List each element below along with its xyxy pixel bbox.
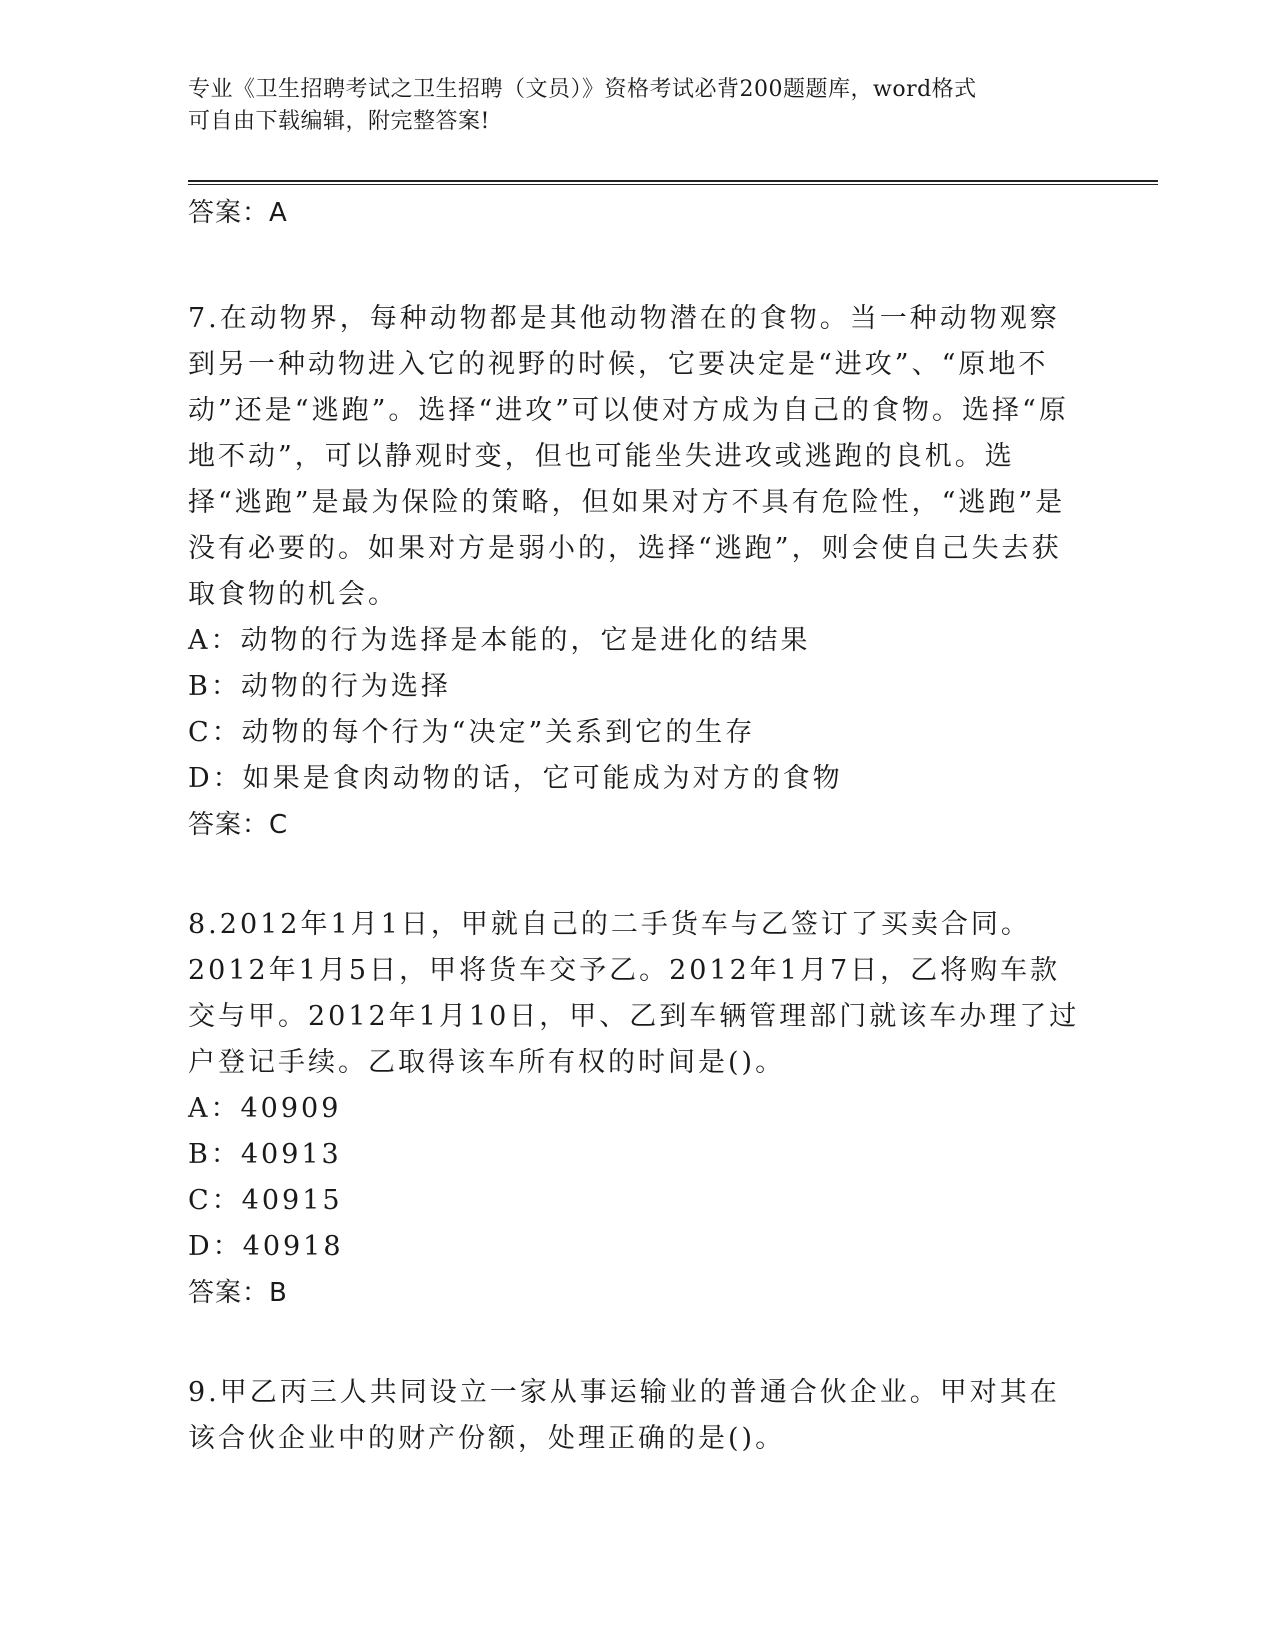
question-text: 9.甲乙丙三人共同设立一家从事运输业的普通合伙企业。甲对其在该合伙企业中的财产份额，处理正确的是()。: [188, 1377, 1060, 1454]
question-block: [188, 1370, 1088, 1462]
question-block: [188, 296, 1088, 848]
option-b: B：40913: [188, 1139, 342, 1170]
spacer: [188, 236, 1088, 296]
header-divider-thick: [188, 180, 1158, 182]
header-line-2: 可自由下载编辑，附完整答案!: [188, 109, 490, 134]
question-list: [188, 190, 1088, 1462]
option-a: A：动物的行为选择是本能的，它是进化的结果: [188, 625, 811, 656]
header-divider-thin: [188, 184, 1158, 185]
answer-label: 答案：C: [188, 810, 289, 840]
option-d: D：如果是食肉动物的话，它可能成为对方的食物: [188, 763, 843, 794]
option-c: C：40915: [188, 1185, 343, 1216]
spacer: [188, 1316, 1088, 1370]
spacer: [188, 848, 1088, 902]
previous-answer: 答案：A: [188, 198, 288, 228]
document-header: [188, 74, 1068, 138]
option-d: D：40918: [188, 1231, 344, 1262]
option-a: A：40909: [188, 1093, 342, 1124]
answer-label: 答案：B: [188, 1278, 288, 1308]
option-b: B：动物的行为选择: [188, 671, 451, 702]
option-c: C：动物的每个行为“决定”关系到它的生存: [188, 717, 756, 748]
question-text: 7.在动物界，每种动物都是其他动物潜在的食物。当一种动物观察到另一种动物进入它的视野的时候，它要决定是“进攻”、“原地不动”还是“逃跑”。选择“进攻”可以使对方成为自己的食物。选择“原地不动”，可以静观时变，但也可能坐失进攻或逃跑的良机。选择“逃跑”是最为保险的策略，但如果对方不具有危险性，“逃跑”是没有必要的。如果对方是弱小的，选择“逃跑”，则会使自己失去获取食物的机会。: [188, 303, 1069, 610]
question-text: 8.2012年1月1日，甲就自己的二手货车与乙签订了买卖合同。2012年1月5日，甲将货车交予乙。2012年1月7日，乙将购车款交与甲。2012年1月10日，甲、乙到车辆管理部门就该车办理了过户登记手续。乙取得该车所有权的时间是()。: [188, 909, 1080, 1078]
question-block: [188, 902, 1088, 1316]
header-line-1: 专业《卫生招聘考试之卫生招聘（文员）》资格考试必背200题题库，word格式: [188, 77, 977, 102]
